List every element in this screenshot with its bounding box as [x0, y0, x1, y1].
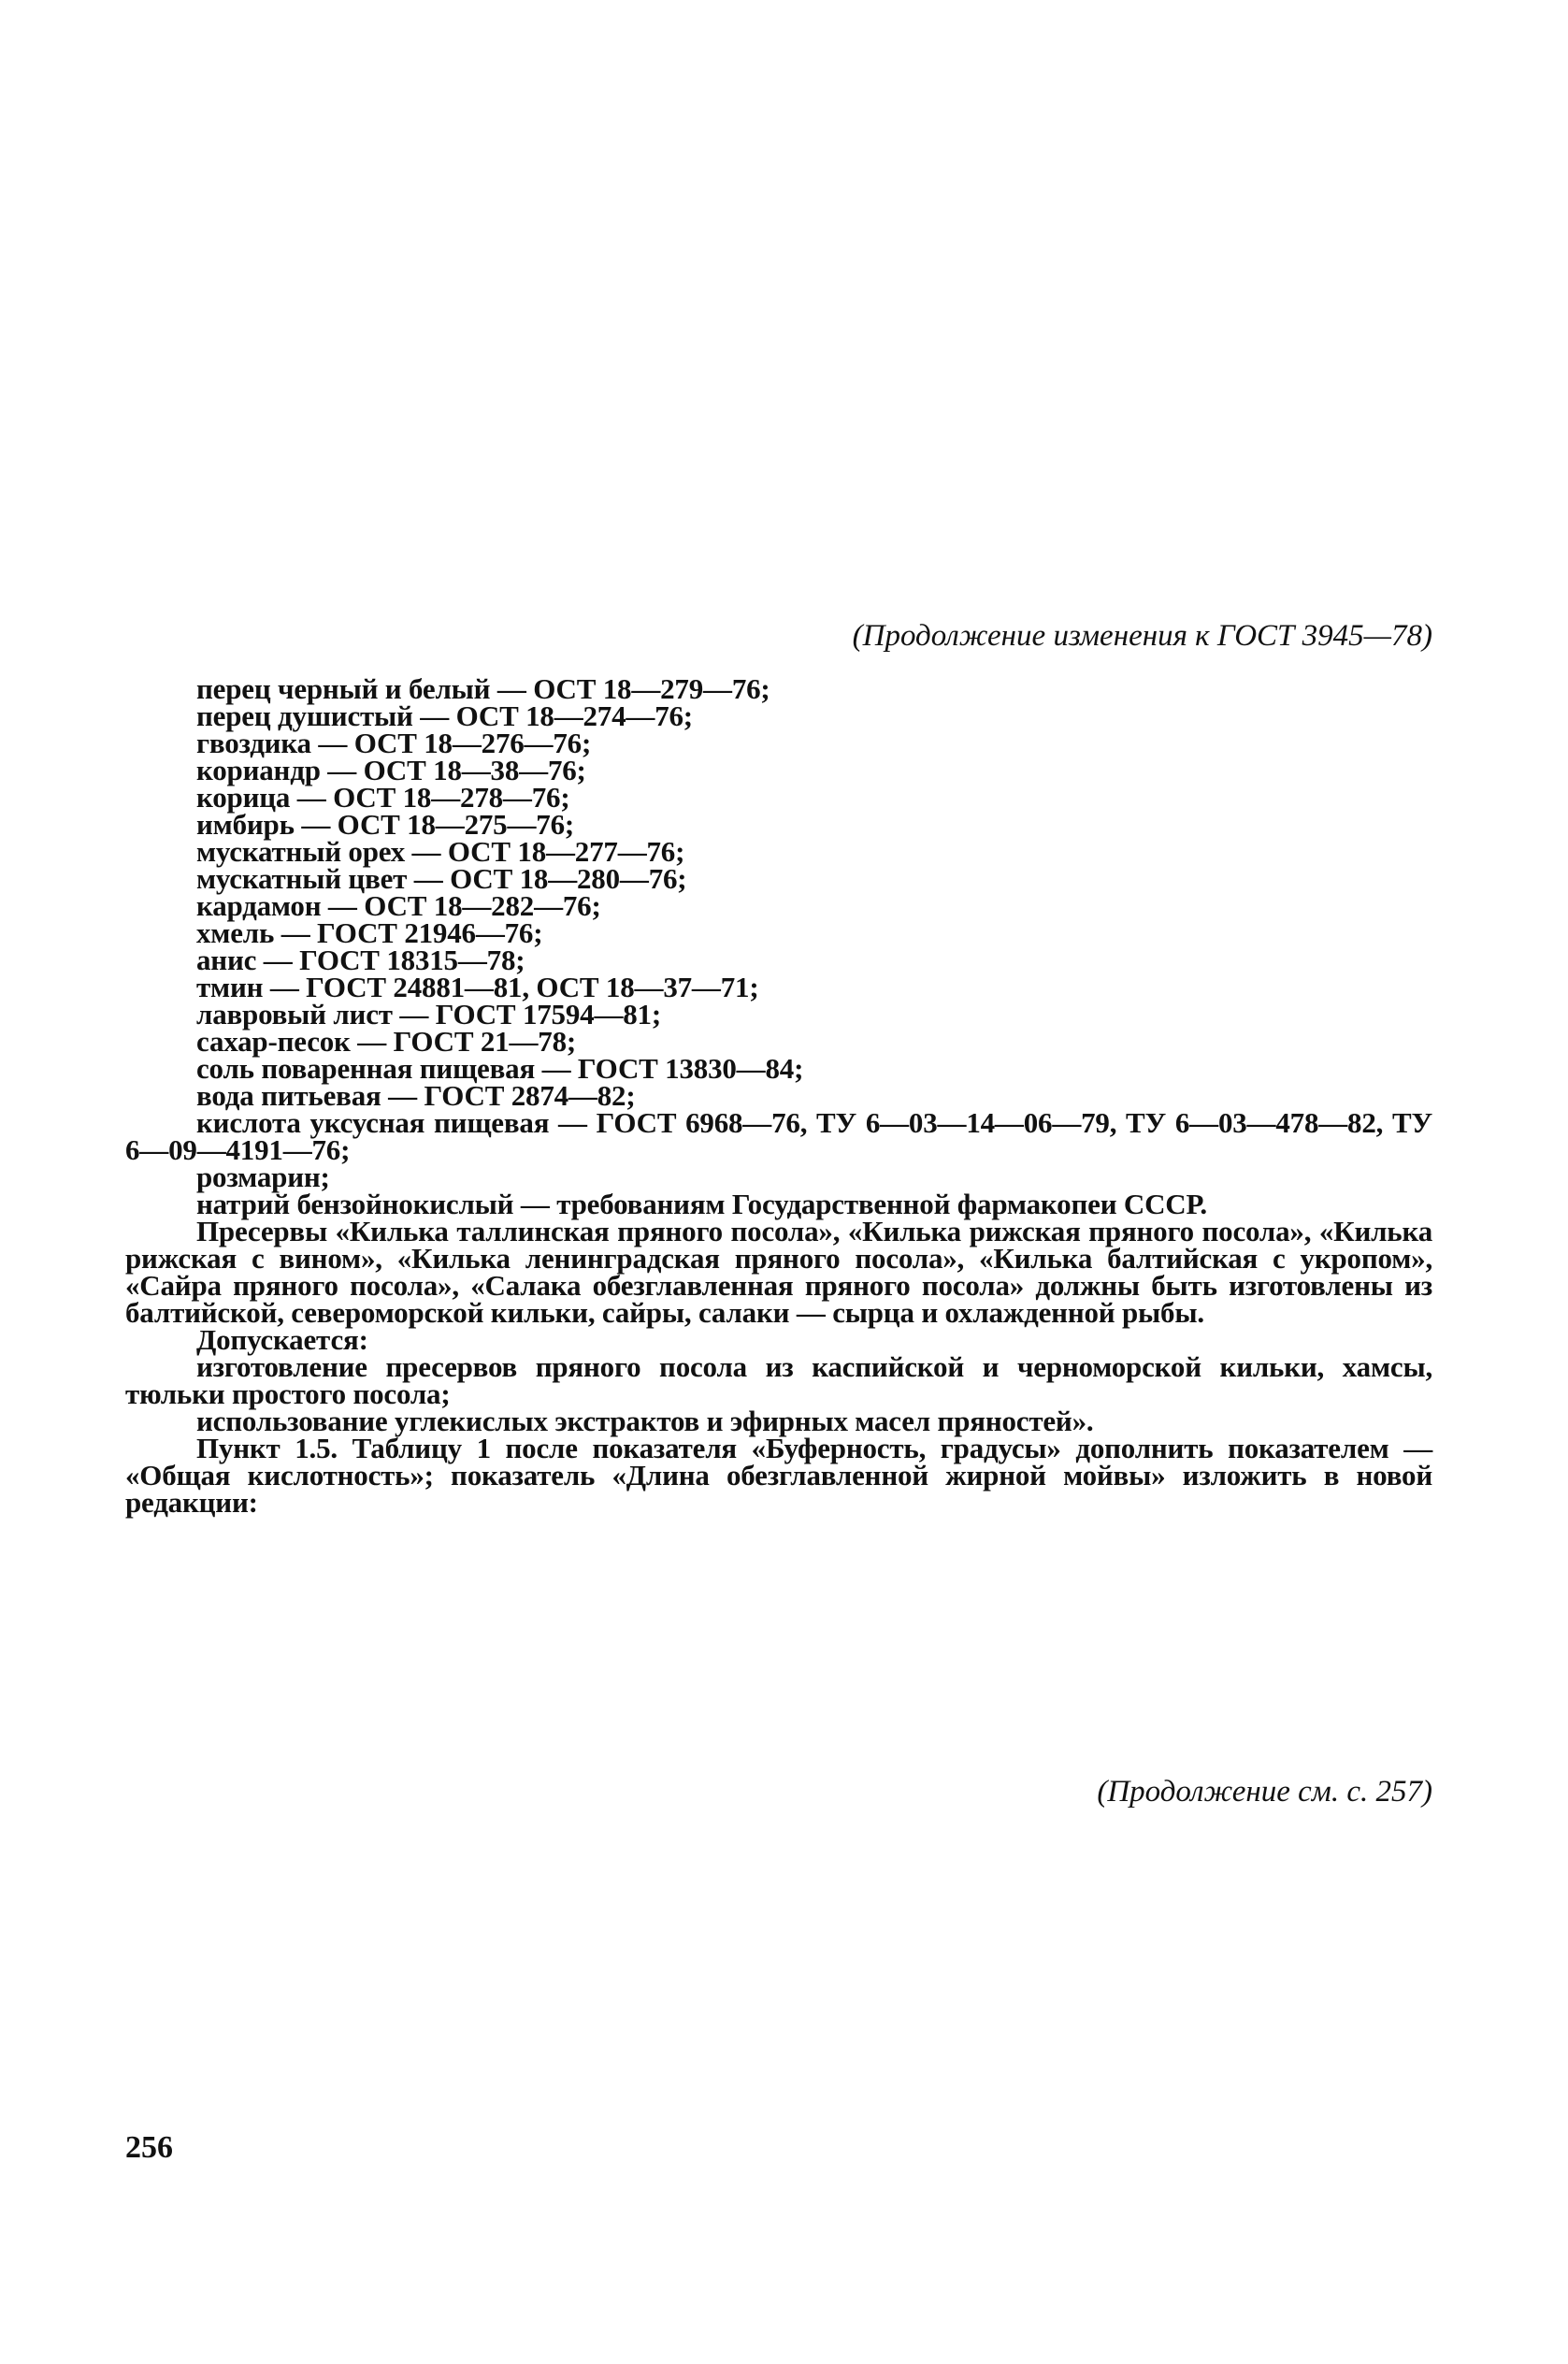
list-item: кардамон — ОСТ 18—282—76;: [196, 889, 601, 922]
page-number: 256: [125, 2130, 173, 2165]
allowed-item: изготовление пресервов пряного посола из каспийской и черноморской кильки, хамсы, тюльки простого посола;: [125, 1350, 1432, 1410]
list-item: мускатный орех — ОСТ 18—277—76;: [196, 835, 685, 868]
list-item: лавровый лист — ГОСТ 17594—81;: [196, 998, 661, 1031]
rosemary-item: розмарин;: [196, 1160, 330, 1193]
allowed-heading: Допускается:: [196, 1323, 368, 1356]
allowed-item: использование углекислых экстрактов и эфирных масел пряностей».: [196, 1405, 1094, 1437]
list-item: перец черный и белый — ОСТ 18—279—76;: [196, 672, 770, 705]
list-item: гвоздика — ОСТ 18—276—76;: [196, 727, 592, 759]
continuation-header: (Продолжение изменения к ГОСТ 3945—78): [852, 619, 1432, 653]
list-item: хмель — ГОСТ 21946—76;: [196, 916, 543, 949]
sodium-item: натрий бензойнокислый — требованиям Государственной фармакопеи СССР.: [196, 1188, 1207, 1220]
list-item: корица — ОСТ 18—278—76;: [196, 781, 570, 814]
list-item: соль поваренная пищевая — ГОСТ 13830—84;: [196, 1052, 804, 1085]
continuation-note: (Продолжение см. с. 257): [1097, 1775, 1432, 1809]
list-item: сахар-песок — ГОСТ 21—78;: [196, 1025, 576, 1058]
document-body: [125, 672, 1432, 1519]
point-paragraph: Пункт 1.5. Таблицу 1 после показателя «Буферность, градусы» дополнить показателем — «Общая кислотность»; показатель «Длина обезглавленной жирной мойвы» изложить в новой редакции:: [125, 1432, 1432, 1519]
list-item: мускатный цвет — ОСТ 18—280—76;: [196, 862, 687, 895]
list-item: тмин — ГОСТ 24881—81, ОСТ 18—37—71;: [196, 971, 759, 1003]
preserves-paragraph: Пресервы «Килька таллинская пряного посола», «Килька рижская пряного посола», «Килька рижская с вином», «Килька ленинградская пряного посола», «Килька балтийская с укропом», «Сайра пряного посола», «Салака обезглавленная пряного посола» должны быть изготовлены из балтийской, североморской кильки, сайры, салаки — сырца и охлажденной рыбы.: [125, 1215, 1432, 1329]
list-item: имбирь — ОСТ 18—275—76;: [196, 808, 575, 841]
list-item: перец душистый — ОСТ 18—274—76;: [196, 699, 693, 732]
list-item: анис — ГОСТ 18315—78;: [196, 944, 525, 976]
list-item: вода питьевая — ГОСТ 2874—82;: [196, 1079, 636, 1112]
list-item: кориандр — ОСТ 18—38—76;: [196, 754, 586, 786]
acid-item: кислота уксусная пищевая — ГОСТ 6968—76, ТУ 6—03—14—06—79, ТУ 6—03—478—82, ТУ 6—09—4191—76;: [125, 1106, 1432, 1166]
